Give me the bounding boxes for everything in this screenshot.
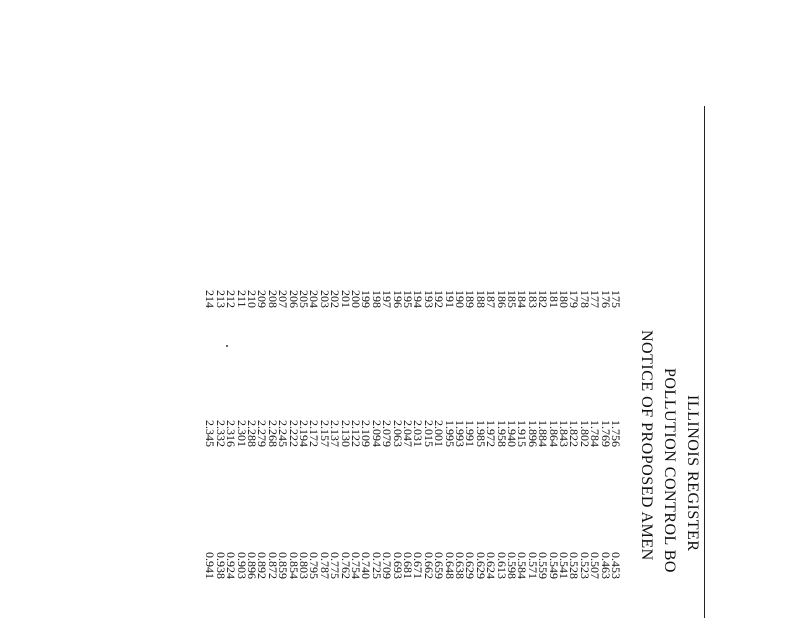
table-cell-value-a: 2.172 bbox=[307, 420, 322, 447]
table-cell-value-a: 2.316 bbox=[224, 420, 239, 447]
table-cell-value-a: 2.345 bbox=[203, 420, 218, 447]
table-cell-value-a: 2.094 bbox=[369, 420, 384, 447]
table-cell-index: 209 bbox=[255, 290, 270, 308]
table-cell-value-b: 0.938 bbox=[213, 552, 228, 579]
scan-speck bbox=[226, 345, 228, 347]
table-cell-index: 214 bbox=[203, 290, 218, 308]
table-cell-index: 179 bbox=[567, 290, 582, 308]
table-cell-index: 205 bbox=[297, 290, 311, 308]
table-cell-value-b: 0.754 bbox=[349, 552, 363, 579]
table-cell-value-b: 0.463 bbox=[598, 552, 613, 579]
table-cell-index: 178 bbox=[577, 290, 592, 308]
table-cell-value-a: 1.822 bbox=[567, 420, 582, 447]
table-cell-value-a: 2.015 bbox=[421, 420, 436, 447]
table-cell-value-a: 2.031 bbox=[411, 420, 426, 447]
table-cell-value-b: 0.648 bbox=[442, 552, 457, 579]
table-cell-value-b: 0.854 bbox=[286, 552, 301, 579]
table-cell-index: 207 bbox=[276, 290, 291, 308]
table-cell-index: 202 bbox=[328, 290, 343, 308]
table-cell-value-a: 2.047 bbox=[401, 420, 415, 447]
table-cell-index: 195 bbox=[401, 290, 415, 308]
table-cell-value-b: 0.872 bbox=[265, 552, 280, 579]
table-cell-index: 190 bbox=[453, 290, 467, 308]
table-cell-value-a: 1.843 bbox=[557, 420, 571, 447]
table-cell-index: 194 bbox=[411, 290, 426, 308]
table-cell-index: 203 bbox=[317, 290, 332, 308]
table-cell-value-b: 0.528 bbox=[567, 552, 582, 579]
table-cell-value-b: 0.859 bbox=[276, 552, 291, 579]
table-cell-value-a: 1.864 bbox=[546, 420, 561, 447]
table-cell-value-a: 2.130 bbox=[338, 420, 353, 447]
table-cell-index: 180 bbox=[557, 290, 571, 308]
table-cell-index: 185 bbox=[505, 290, 519, 308]
table-cell-value-b: 0.629 bbox=[473, 552, 488, 579]
board-title: POLLUTION CONTROL BO bbox=[661, 368, 678, 573]
table-cell-index: 191 bbox=[442, 290, 457, 308]
table-cell-index: 206 bbox=[286, 290, 301, 308]
table-cell-value-a: 1.993 bbox=[453, 420, 467, 447]
table-cell-value-a: 2.122 bbox=[349, 420, 363, 447]
table-cell-value-b: 0.507 bbox=[588, 552, 603, 579]
table-cell-value-b: 0.709 bbox=[380, 552, 395, 579]
table-cell-value-b: 0.559 bbox=[536, 552, 551, 579]
table-cell-value-a: 2.222 bbox=[286, 420, 301, 447]
table-cell-value-a: 1.972 bbox=[484, 420, 499, 447]
table-cell-index: 201 bbox=[338, 290, 353, 308]
table-cell-index: 208 bbox=[265, 290, 280, 308]
table-cell-index: 200 bbox=[349, 290, 363, 308]
table-cell-value-b: 0.638 bbox=[453, 552, 467, 579]
table-cell-index: 210 bbox=[245, 290, 259, 308]
table-cell-value-b: 0.725 bbox=[369, 552, 384, 579]
table-cell-value-b: 0.892 bbox=[255, 552, 270, 579]
table-cell-value-a: 1.991 bbox=[463, 420, 478, 447]
table-cell-value-a: 2.194 bbox=[297, 420, 311, 447]
table-cell-value-b: 0.693 bbox=[390, 552, 405, 579]
table-cell-index: 186 bbox=[494, 290, 509, 308]
table-cell-value-a: 1.985 bbox=[473, 420, 488, 447]
table-cell-value-b: 0.629 bbox=[463, 552, 478, 579]
table-cell-value-b: 0.662 bbox=[421, 552, 436, 579]
table-cell-value-a: 2.137 bbox=[328, 420, 343, 447]
header-rule bbox=[704, 106, 705, 618]
table-cell-value-b: 0.803 bbox=[297, 552, 311, 579]
table-cell-index: 204 bbox=[307, 290, 322, 308]
table-cell-value-b: 0.584 bbox=[515, 552, 530, 579]
table-cell-value-a: 2.268 bbox=[265, 420, 280, 447]
table-cell-value-a: 2.301 bbox=[234, 420, 249, 447]
table-cell-value-b: 0.523 bbox=[577, 552, 592, 579]
table-cell-value-b: 0.924 bbox=[224, 552, 239, 579]
table-cell-value-a: 2.063 bbox=[390, 420, 405, 447]
table-cell-value-a: 1.958 bbox=[494, 420, 509, 447]
table-cell-value-b: 0.549 bbox=[546, 552, 561, 579]
table-cell-value-b: 0.762 bbox=[338, 552, 353, 579]
table-cell-value-b: 0.903 bbox=[234, 552, 249, 579]
table-cell-index: 213 bbox=[213, 290, 228, 308]
table-cell-value-b: 0.775 bbox=[328, 552, 343, 579]
table-cell-value-b: 0.453 bbox=[609, 552, 623, 579]
table-cell-index: 177 bbox=[588, 290, 603, 308]
table-cell-index: 198 bbox=[369, 290, 384, 308]
table-cell-value-b: 0.681 bbox=[401, 552, 415, 579]
table-cell-index: 199 bbox=[359, 290, 374, 308]
table-cell-index: 183 bbox=[525, 290, 540, 308]
table-cell-value-a: 2.332 bbox=[213, 420, 228, 447]
table-row bbox=[203, 0, 216, 618]
table-cell-value-b: 0.740 bbox=[359, 552, 374, 579]
table-cell-index: 196 bbox=[390, 290, 405, 308]
register-title: ILLINOIS REGISTER bbox=[684, 395, 701, 552]
table-cell-index: 197 bbox=[380, 290, 395, 308]
table-cell-value-a: 1.784 bbox=[588, 420, 603, 447]
table-cell-value-b: 0.571 bbox=[525, 552, 540, 579]
table-cell-value-a: 2.001 bbox=[432, 420, 447, 447]
table-cell-value-a: 2.109 bbox=[359, 420, 374, 447]
table-cell-value-b: 0.598 bbox=[505, 552, 519, 579]
table-cell-index: 184 bbox=[515, 290, 530, 308]
table-cell-value-a: 1.915 bbox=[515, 420, 530, 447]
table-cell-value-b: 0.659 bbox=[432, 552, 447, 579]
table-cell-index: 181 bbox=[546, 290, 561, 308]
table-cell-index: 193 bbox=[421, 290, 436, 308]
table-cell-value-a: 1.940 bbox=[505, 420, 519, 447]
table-cell-value-a: 1.896 bbox=[525, 420, 540, 447]
table-cell-value-b: 0.941 bbox=[203, 552, 218, 579]
table-cell-value-b: 0.787 bbox=[317, 552, 332, 579]
table-cell-value-a: 2.157 bbox=[317, 420, 332, 447]
table-cell-value-a: 1.756 bbox=[609, 420, 623, 447]
table-cell-value-b: 0.541 bbox=[557, 552, 571, 579]
table-cell-index: 211 bbox=[234, 290, 249, 308]
table-cell-index: 189 bbox=[463, 290, 478, 308]
table-cell-value-a: 1.995 bbox=[442, 420, 457, 447]
table-cell-value-a: 1.884 bbox=[536, 420, 551, 447]
table-cell-value-a: 1.769 bbox=[598, 420, 613, 447]
table-cell-index: 187 bbox=[484, 290, 499, 308]
table-cell-value-b: 0.613 bbox=[494, 552, 509, 579]
table-cell-index: 175 bbox=[609, 290, 623, 308]
table-cell-value-b: 0.896 bbox=[245, 552, 259, 579]
table-cell-value-b: 0.795 bbox=[307, 552, 322, 579]
table-cell-index: 176 bbox=[598, 290, 613, 308]
table-cell-value-a: 2.245 bbox=[276, 420, 291, 447]
notice-title: NOTICE OF PROPOSED AMEN bbox=[638, 330, 655, 561]
table-cell-value-b: 0.671 bbox=[411, 552, 426, 579]
table-cell-value-a: 2.279 bbox=[255, 420, 270, 447]
table-cell-value-a: 1.802 bbox=[577, 420, 592, 447]
table-cell-value-a: 2.288 bbox=[245, 420, 259, 447]
table-cell-index: 212 bbox=[224, 290, 239, 308]
table-cell-value-a: 2.079 bbox=[380, 420, 395, 447]
table-cell-index: 182 bbox=[536, 290, 551, 308]
table-cell-index: 192 bbox=[432, 290, 447, 308]
table-cell-index: 188 bbox=[473, 290, 488, 308]
table-cell-value-b: 0.624 bbox=[484, 552, 499, 579]
